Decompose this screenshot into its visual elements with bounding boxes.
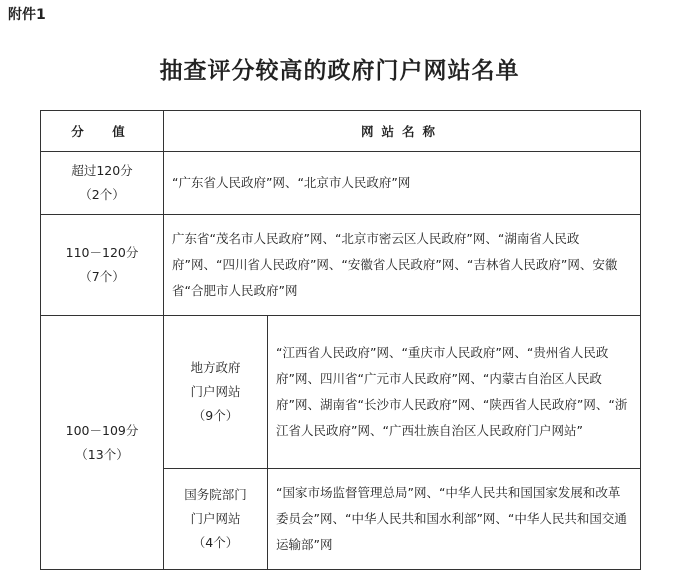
table-header-row: [41, 111, 641, 152]
score-count: （2个）: [79, 187, 125, 202]
score-cell: [41, 215, 164, 316]
attachment-label: 附件1: [8, 7, 46, 23]
category-label-line1: 国务院部门: [184, 487, 247, 502]
website-names: 广东省“茂名市人民政府”网、“北京市密云区人民政府”网、“湖南省人民政府”网、“四川省人民政府”网、“安徽省人民政府”网、“吉林省人民政府”网、安徽省“合肥市人民政府”网: [164, 215, 641, 316]
score-count: （13个）: [75, 446, 129, 462]
table-row: [41, 215, 641, 316]
category-count: （9个）: [192, 408, 239, 423]
website-names: “广东省人民政府”网、“北京市人民政府”网: [164, 152, 641, 215]
category-cell: [164, 469, 268, 570]
website-names: “江西省人民政府”网、“重庆市人民政府”网、“贵州省人民政府”网、四川省“广元市人民政府”网、“内蒙古自治区人民政府”网、湖南省“长沙市人民政府”网、“陕西省人民政府”网、“浙江省人民政府”网、“广西壮族自治区人民政府门户网站”: [268, 316, 641, 469]
category-label-line1: 地方政府: [190, 360, 241, 375]
category-cell: [164, 316, 268, 469]
category-label-line2: 门户网站: [190, 511, 241, 526]
category-label-line2: 门户网站: [190, 384, 241, 399]
score-count: （7个）: [79, 269, 125, 284]
website-names: “国家市场监督管理总局”网、“中华人民共和国国家发展和改革委员会”网、“中华人民共和国水利部”网、“中华人民共和国交通运输部”网: [268, 469, 641, 570]
table-row: [41, 152, 641, 215]
score-range: 100－109分: [65, 422, 139, 438]
score-range: 超过120分: [71, 163, 133, 178]
table-row: [41, 316, 641, 469]
header-website-name: 网站名称: [164, 111, 641, 152]
score-cell: [41, 152, 164, 215]
page-title: 抽查评分较高的政府门户网站名单: [159, 58, 520, 84]
score-range: 110－120分: [65, 245, 139, 260]
website-list-table: [40, 110, 641, 570]
score-cell: [41, 316, 164, 570]
category-count: （4个）: [192, 535, 239, 550]
header-score: 分 值: [41, 111, 164, 152]
